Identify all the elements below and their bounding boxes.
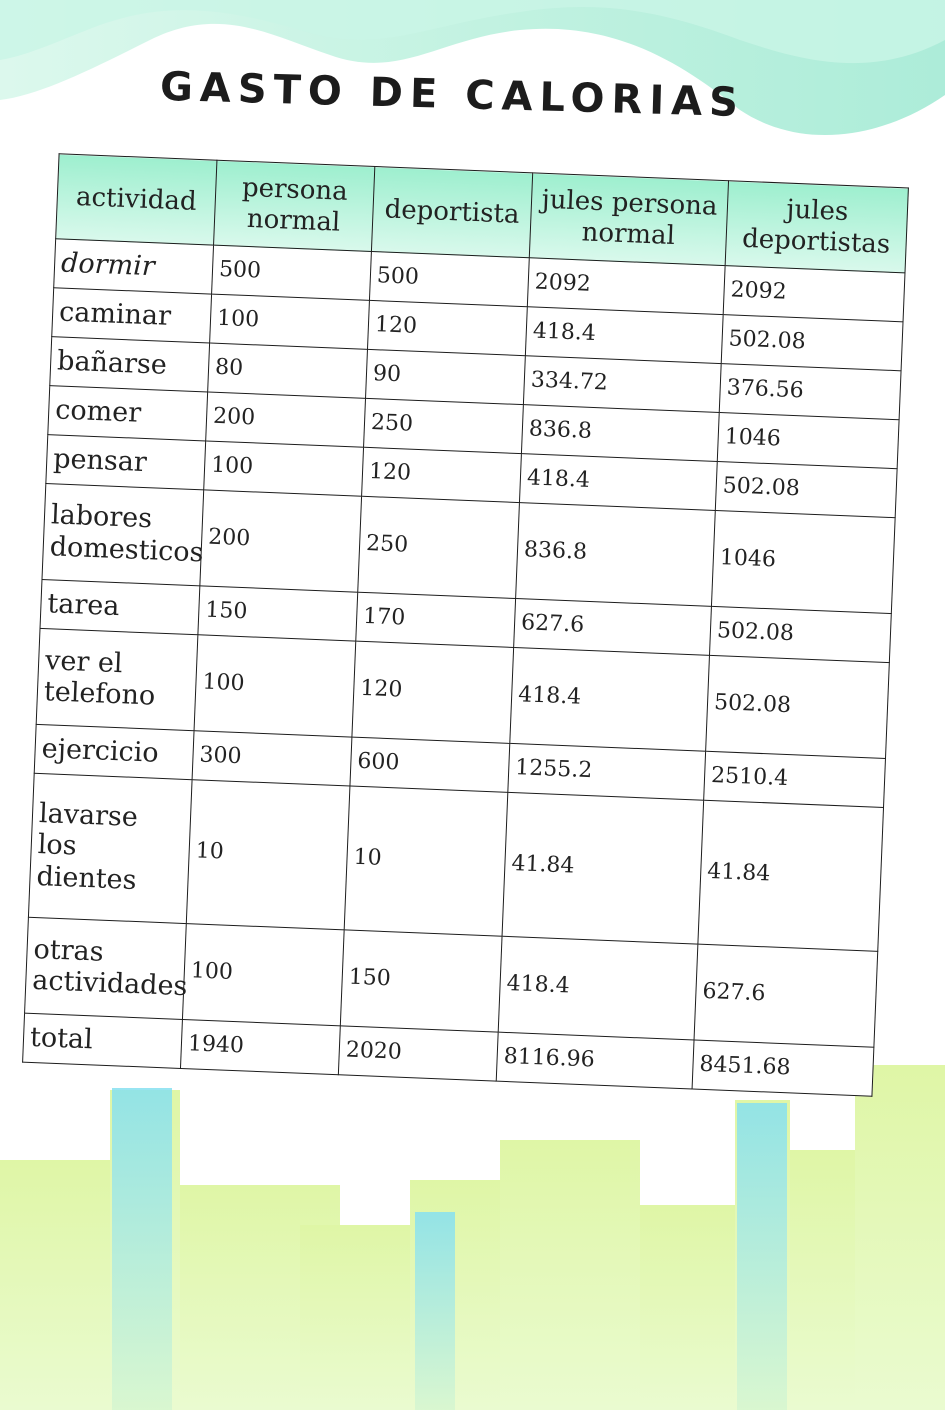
cell-persona-normal: 300 bbox=[192, 731, 352, 786]
header-jules-deportistas: jules deportistas bbox=[725, 181, 908, 273]
cell-persona-normal: 100 bbox=[182, 923, 344, 1026]
cell-persona-normal: 100 bbox=[210, 294, 370, 349]
cell-jules-deportistas: 627.6 bbox=[694, 944, 878, 1047]
cell-persona-normal: 80 bbox=[208, 343, 368, 398]
cell-jules-persona-normal: 418.4 bbox=[519, 453, 717, 510]
cell-deportista: 500 bbox=[369, 251, 529, 306]
header-persona-normal: persona normal bbox=[214, 160, 375, 251]
header-jules-persona-normal: jules persona normal bbox=[529, 173, 728, 266]
cell-jules-persona-normal: 418.4 bbox=[498, 936, 698, 1040]
cell-deportista: 600 bbox=[350, 737, 510, 792]
cell-jules-persona-normal: 418.4 bbox=[525, 307, 723, 364]
cell-jules-deportistas: 502.08 bbox=[706, 655, 890, 758]
cell-actividad: comer bbox=[48, 385, 208, 440]
cell-jules-persona-normal: 8116.96 bbox=[496, 1032, 694, 1089]
cell-jules-deportistas: 376.56 bbox=[719, 363, 901, 419]
cell-jules-deportistas: 41.84 bbox=[698, 800, 884, 951]
cell-deportista: 10 bbox=[344, 786, 508, 936]
cell-jules-deportistas: 502.08 bbox=[709, 606, 891, 662]
cell-jules-deportistas: 502.08 bbox=[715, 461, 897, 517]
cell-jules-persona-normal: 627.6 bbox=[514, 598, 712, 655]
cell-persona-normal: 100 bbox=[194, 635, 356, 738]
header-actividad: actividad bbox=[56, 154, 217, 245]
cell-actividad: bañarse bbox=[50, 336, 210, 391]
cell-deportista: 150 bbox=[340, 930, 502, 1033]
cell-persona-normal: 500 bbox=[212, 245, 372, 300]
cell-actividad: otras actividades bbox=[25, 917, 187, 1020]
cell-jules-deportistas: 8451.68 bbox=[692, 1040, 874, 1096]
cell-jules-deportistas: 1046 bbox=[717, 412, 899, 468]
cell-jules-persona-normal: 418.4 bbox=[510, 647, 710, 751]
cell-persona-normal: 100 bbox=[204, 441, 364, 496]
cell-actividad: ver el telefono bbox=[36, 628, 198, 731]
cell-jules-deportistas: 502.08 bbox=[721, 315, 903, 371]
cell-jules-deportistas: 2510.4 bbox=[704, 751, 886, 807]
calorie-sheet bbox=[22, 153, 908, 1096]
cell-deportista: 90 bbox=[366, 349, 526, 404]
cell-persona-normal: 150 bbox=[198, 586, 358, 641]
cell-jules-deportistas: 1046 bbox=[711, 510, 895, 613]
cell-jules-persona-normal: 41.84 bbox=[502, 792, 704, 943]
cell-actividad: lavarse los dientes bbox=[28, 773, 192, 923]
cell-actividad: labores domesticos bbox=[42, 483, 204, 586]
cell-jules-persona-normal: 334.72 bbox=[523, 356, 721, 413]
cell-actividad: pensar bbox=[46, 434, 206, 489]
cell-actividad: dormir bbox=[54, 239, 214, 294]
cell-deportista: 120 bbox=[362, 447, 522, 502]
cell-persona-normal: 1940 bbox=[180, 1020, 340, 1075]
cell-deportista: 120 bbox=[352, 641, 514, 744]
cell-jules-persona-normal: 836.8 bbox=[521, 404, 719, 461]
cell-jules-persona-normal: 1255.2 bbox=[508, 743, 706, 800]
cell-actividad: caminar bbox=[52, 288, 212, 343]
cell-jules-persona-normal: 836.8 bbox=[516, 502, 716, 606]
cell-jules-deportistas: 2092 bbox=[723, 266, 905, 322]
table-body bbox=[23, 239, 905, 1096]
calorie-table bbox=[22, 153, 909, 1096]
cell-actividad: ejercicio bbox=[34, 724, 194, 779]
cell-persona-normal: 200 bbox=[200, 489, 362, 592]
cell-deportista: 250 bbox=[358, 496, 520, 599]
cell-persona-normal: 200 bbox=[206, 392, 366, 447]
cell-deportista: 170 bbox=[356, 592, 516, 647]
cell-deportista: 120 bbox=[367, 300, 527, 355]
cell-persona-normal: 10 bbox=[186, 780, 350, 930]
page-title: GASTO DE CALORIAS bbox=[159, 63, 746, 127]
cell-jules-persona-normal: 2092 bbox=[527, 258, 725, 315]
cell-actividad: tarea bbox=[40, 579, 200, 634]
cell-deportista: 250 bbox=[364, 398, 524, 453]
cell-deportista: 2020 bbox=[338, 1026, 498, 1081]
header-deportista: deportista bbox=[371, 167, 532, 258]
cell-actividad: total bbox=[23, 1013, 183, 1068]
